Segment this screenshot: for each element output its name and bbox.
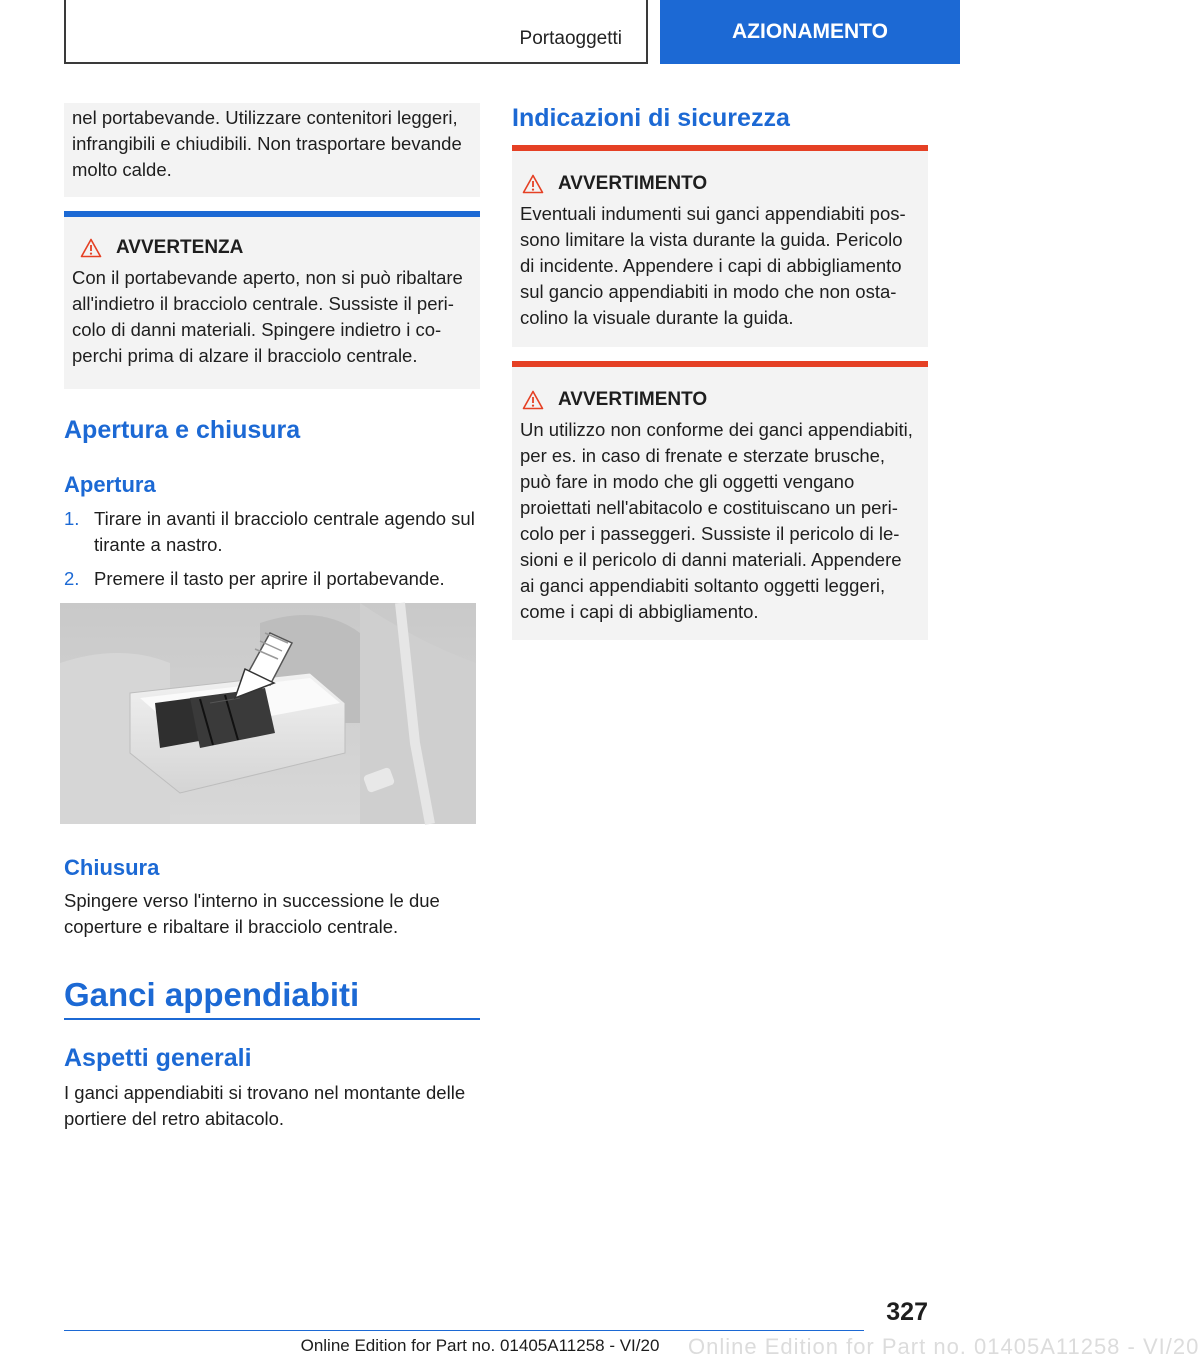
warning-triangle-icon	[522, 390, 544, 410]
aspetti-text: I ganci appendiabiti si trovano nel montante delle portiere del retro abitacolo.	[64, 1082, 466, 1129]
edition-text: Online Edition for Part no. 01405A11258 - VI/20	[300, 1336, 660, 1355]
warning-box	[512, 367, 928, 640]
heading-underline	[64, 1018, 480, 1020]
warning-title: AVVERTENZA	[116, 237, 244, 258]
warning-header	[512, 367, 928, 411]
warning-title: AVVERTIMENTO	[558, 389, 708, 410]
heading-sicurezza: Indicazioni di sicurezza	[512, 104, 790, 132]
warning-text: Con il portabevande aperto, non si può ribaltare all'indietro il bracciolo centrale. Sussiste il pericolo di danni materiali. Spingere indietro i coperchi prima di alzare il bracciolo centrale.	[72, 267, 463, 366]
watermark: Online Edition for Part no. 01405A11258 - VI/20	[688, 1334, 1199, 1359]
armrest-image	[60, 603, 476, 824]
steps-list	[64, 506, 480, 592]
chapter-tab: AZIONAMENTO	[660, 0, 960, 64]
warning-triangle-icon	[522, 174, 544, 194]
armrest-illustration	[60, 603, 476, 824]
heading-ganci: Ganci appendiabiti	[64, 976, 360, 1013]
heading-aspetti-generali: Aspetti generali	[64, 1044, 252, 1072]
subheading-apertura: Apertura	[64, 472, 156, 497]
subheading-chiusura: Chiusura	[64, 855, 160, 880]
warning-header	[512, 151, 928, 195]
warning-box	[512, 151, 928, 347]
step-text: Tirare in avanti il bracciolo centrale agendo sul tirante a nastro.	[94, 508, 475, 555]
step-number: 1.	[64, 508, 80, 529]
page-number: 327	[886, 1298, 928, 1326]
chiusura-text: Spingere verso l'interno in successione le due coperture e ribaltare il bracciolo centrale.	[64, 890, 440, 937]
heading-apertura-chiusura: Apertura e chiusura	[64, 416, 301, 444]
warning-text: Un utilizzo non conforme dei ganci appendiabiti, per es. in caso di frenate e sterzate brusche, può fare in modo che gli oggetti vengano proiettati nell'abitacolo e costituiscano un pericolo per i passeggeri. Sussiste il pericolo di lesioni e il pericolo di danni materiali. Appendere ai ganci appendiabiti soltanto oggetti leggeri, come i capi di abbigliamento.	[520, 419, 913, 622]
intro-note-box	[64, 103, 480, 197]
warning-triangle-icon	[80, 238, 102, 258]
warning-box	[64, 217, 480, 389]
step-text: Premere il tasto per aprire il portabevande.	[94, 568, 445, 589]
step-number: 2.	[64, 568, 80, 589]
list-item	[64, 506, 480, 558]
warning-title: AVVERTIMENTO	[558, 173, 708, 194]
list-item	[64, 566, 480, 592]
warning-header	[64, 217, 480, 259]
footer-divider	[64, 1330, 864, 1331]
section-title: Portaoggetti	[519, 28, 622, 49]
intro-note-text: nel portabevande. Utilizzare contenitori leggeri, infrangibili e chiudibili. Non trasportare bevande molto calde.	[72, 107, 462, 180]
header-frame	[64, 0, 648, 64]
warning-text: Eventuali indumenti sui ganci appendiabiti possono limitare la vista durante la guida. Pericolo di incidente. Appendere i capi di abbigliamento sul gancio appendiabiti in modo che non ostacolino la visuale durante la guida.	[520, 203, 906, 328]
